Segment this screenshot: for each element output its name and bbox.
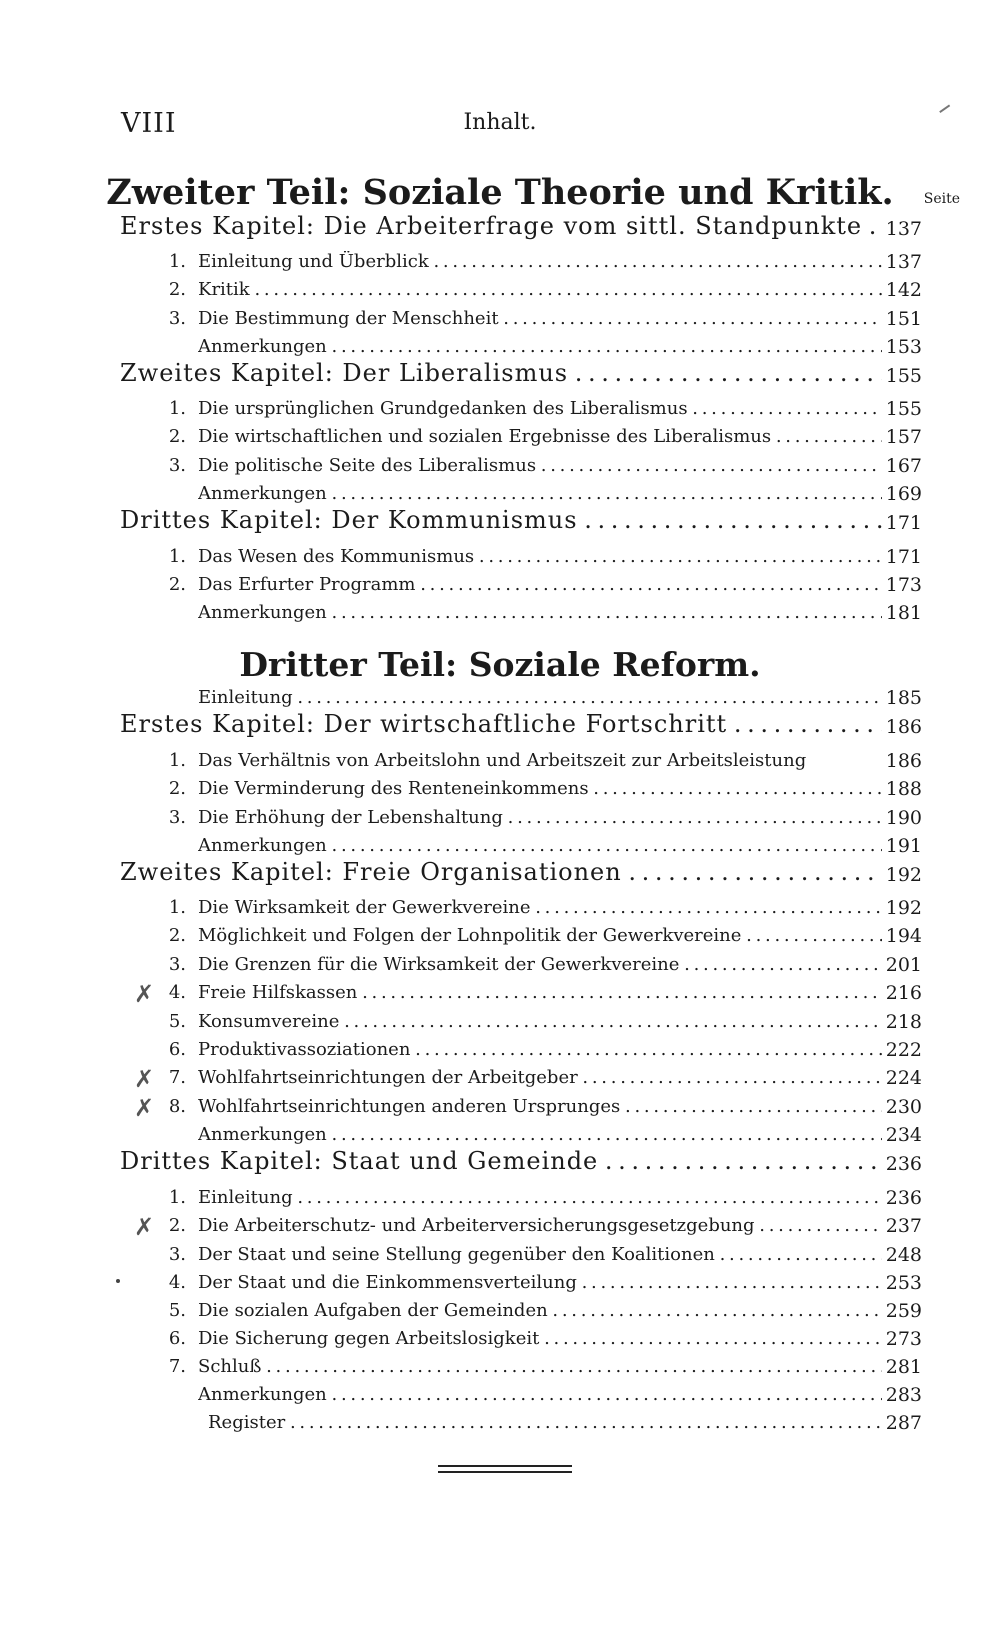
entry-title: Anmerkungen . . . [198,1384,882,1405]
toc-entry-chapter [0,858,1000,886]
page-ref: 137 [885,251,922,273]
closing-rule-bottom [438,1471,572,1473]
pencil-cross-mark: ✗ [134,1094,155,1122]
page-ref: 186 [885,716,922,738]
entry-title: Wohlfahrtseinrichtungen anderen Ursprunges . . . [198,1096,882,1117]
entry-number: 3. [168,807,186,828]
entry-title: Anmerkungen . . . [198,483,882,504]
entry-title: Der Staat und seine Stellung gegenüber den Koalitionen . . . [198,1244,882,1265]
part-three-title: Dritter Teil: Soziale Reform. [239,645,761,684]
toc-entry-notes [0,330,1000,358]
entry-number: 3. [168,455,186,476]
pencil-cross-mark: ✗ [134,980,155,1008]
entry-number: 3. [168,1244,186,1265]
page-ref: 236 [885,1187,922,1209]
entry-number: 7. [168,1356,186,1377]
entry-title: Das Verhältnis von Arbeitslohn und Arbeitszeit zur Arbeitsleistung [198,750,807,771]
toc-entry-item [0,568,1000,596]
toc-entry-item [0,1294,1000,1322]
entry-title: Das Wesen des Kommunismus . . . [198,546,882,567]
entry-title: Möglichkeit und Folgen der Lohnpolitik der Gewerkvereine . . . [198,925,882,946]
page-ref: 171 [885,546,922,568]
chapter-title: Erstes Kapitel: Die Arbeiterfrage vom sittl. Standpunkte . . . [120,212,882,240]
entry-number: 2. [168,778,186,799]
toc-entry-item [0,449,1000,477]
entry-number: 1. [168,897,186,918]
toc-entry-chapter [0,1147,1000,1175]
toc-entry-item [0,948,1000,976]
page-ref: 287 [885,1412,922,1434]
entry-title: Das Erfurter Programm . . . [198,574,882,595]
entry-number: 1. [168,750,186,771]
entry-title: Die politische Seite des Liberalismus . . . [198,455,882,476]
toc-entry-item [0,392,1000,420]
toc-entry-item [0,772,1000,800]
page-ref: 151 [885,308,922,330]
entry-title: Produktivassoziationen . . . [198,1039,882,1060]
entry-number: 4. [168,1272,186,1293]
toc-entry-chapter [0,212,1000,240]
page-ref: 153 [885,336,922,358]
entry-title: Register . . . [208,1412,882,1433]
toc-entry-item [0,891,1000,919]
toc-entry-register [0,1406,1000,1434]
page-ref: 281 [885,1356,922,1378]
entry-title: Schluß . . . [198,1356,882,1377]
page-ref: 248 [885,1244,922,1266]
entry-number: 1. [168,398,186,419]
entry-title: Einleitung . . . [198,1187,882,1208]
entry-number: 7. [168,1067,186,1088]
entry-title: Einleitung und Überblick . . . [198,251,882,272]
chapter-title: Zweites Kapitel: Freie Organisationen . . . [120,858,882,886]
entry-title: Anmerkungen . . . [198,336,882,357]
page-ref: 259 [885,1300,922,1322]
entry-title: Freie Hilfskassen . . . [198,982,882,1003]
entry-title: Die ursprünglichen Grundgedanken des Liberalismus . . . [198,398,882,419]
page-ref: 186 [885,750,922,772]
page-ref: 218 [885,1011,922,1033]
page-ref: 216 [885,982,922,1004]
page-ref: 192 [885,864,922,886]
entry-number: 2. [168,1215,186,1236]
entry-title: Die sozialen Aufgaben der Gemeinden . . . [198,1300,882,1321]
page-number: VIII [121,108,177,139]
page-ref: 194 [885,925,922,947]
page-ref: 283 [885,1384,922,1406]
entry-number: 8. [168,1096,186,1117]
page-ref: 167 [885,455,922,477]
toc-entry-item [0,245,1000,273]
toc-entry-item [0,1350,1000,1378]
entry-number: 2. [168,426,186,447]
page-ref: 191 [885,835,922,857]
toc-entry-item [0,1061,1000,1093]
entry-number: 6. [168,1039,186,1060]
chapter-title: Drittes Kapitel: Staat und Gemeinde . . . [120,1147,882,1175]
chapter-title: Erstes Kapitel: Der wirtschaftliche Fortschritt . . . [120,710,882,738]
page-ref: 155 [885,365,922,387]
toc-entry-item [0,1238,1000,1266]
toc-entry-item [0,919,1000,947]
toc-entry-notes [0,681,1000,709]
entry-number: 2. [168,279,186,300]
toc-entry-chapter [0,506,1000,534]
chapter-title: Zweites Kapitel: Der Liberalismus . . . [120,359,882,387]
page-ref: 192 [885,897,922,919]
page-ref: 169 [885,483,922,505]
entry-number: 3. [168,954,186,975]
running-title: Inhalt. [463,110,537,135]
toc-entry-item [0,1209,1000,1241]
page-ref: 157 [885,426,922,448]
toc-entry-item [0,540,1000,568]
page-ref: 171 [885,512,922,534]
entry-number: 5. [168,1011,186,1032]
toc-entry-item [0,273,1000,301]
toc-entry-notes [0,1118,1000,1146]
entry-title: Die Wirksamkeit der Gewerkvereine . . . [198,897,882,918]
entry-title: Anmerkungen . . . [198,1124,882,1145]
page-ref: 188 [885,778,922,800]
page-ref: 237 [885,1215,922,1237]
closing-rule-top [438,1465,572,1467]
page-ref: 230 [885,1096,922,1118]
entry-title: Kritik . . . [198,279,882,300]
page-ref: 155 [885,398,922,420]
entry-title: Die wirtschaftlichen und sozialen Ergebnisse des Liberalismus . . . [198,426,882,447]
page-ref: 185 [885,687,922,709]
pencil-cross-mark: ✗ [134,1213,155,1241]
page-ref: 181 [885,602,922,624]
entry-title: Die Sicherung gegen Arbeitslosigkeit . . . [198,1328,882,1349]
entry-number: 2. [168,925,186,946]
toc-entry-item [0,420,1000,448]
entry-title: Wohlfahrtseinrichtungen der Arbeitgeber . . . [198,1067,882,1088]
entry-title: Anmerkungen . . . [198,835,882,856]
page-ref: 236 [885,1153,922,1175]
entry-title: Die Erhöhung der Lebenshaltung . . . [198,807,882,828]
toc-entry-item [0,1090,1000,1122]
entry-number: 3. [168,308,186,329]
entry-title: Die Grenzen für die Wirksamkeit der Gewerkvereine . . . [198,954,882,975]
page-ref: 190 [885,807,922,829]
entry-title: Anmerkungen . . . [198,602,882,623]
page-ref: 222 [885,1039,922,1061]
toc-entry-item [0,302,1000,330]
toc-entry-item [0,801,1000,829]
page-ref: 201 [885,954,922,976]
entry-title: Der Staat und die Einkommensverteilung . . . [198,1272,882,1293]
entry-title: Die Arbeiterschutz- und Arbeiterversicherungsgesetzgebung . . . [198,1215,882,1236]
toc-entry-chapter [0,359,1000,387]
margin-dot [116,1279,120,1283]
toc-entry-notes [0,596,1000,624]
entry-title: Einleitung . . . [198,687,882,708]
toc-entry-notes [0,1378,1000,1406]
toc-entry-item [0,1033,1000,1061]
toc-entry-item [0,1322,1000,1350]
entry-number: 1. [168,251,186,272]
part-two-title: Zweiter Teil: Soziale Theorie und Kritik. [106,172,894,213]
toc-entry-notes [0,829,1000,857]
page-column-label: Seite [923,191,960,207]
toc-entry-item [0,744,1000,772]
toc-entry-item [0,1005,1000,1033]
entry-number: 4. [168,982,186,1003]
entry-number: 5. [168,1300,186,1321]
toc-entry-item [0,1266,1000,1294]
page-ref: 253 [885,1272,922,1294]
page-ref: 137 [885,218,922,240]
entry-number: 1. [168,1187,186,1208]
page-ref: 273 [885,1328,922,1350]
toc-entry-notes [0,477,1000,505]
page-ref: 234 [885,1124,922,1146]
page-ref: 173 [885,574,922,596]
entry-title: Die Verminderung des Renteneinkommens . . . [198,778,882,799]
entry-title: Konsumvereine . . . [198,1011,882,1032]
toc-entry-chapter [0,710,1000,738]
entry-number: 1. [168,546,186,567]
entry-number: 6. [168,1328,186,1349]
toc-entry-item [0,1181,1000,1209]
toc-entry-item [0,976,1000,1008]
chapter-title: Drittes Kapitel: Der Kommunismus . . . [120,506,882,534]
pencil-cross-mark: ✗ [134,1065,155,1093]
entry-title: Die Bestimmung der Menschheit . . . [198,308,882,329]
page-ref: 224 [885,1067,922,1089]
page-ref: 142 [885,279,922,301]
entry-number: 2. [168,574,186,595]
